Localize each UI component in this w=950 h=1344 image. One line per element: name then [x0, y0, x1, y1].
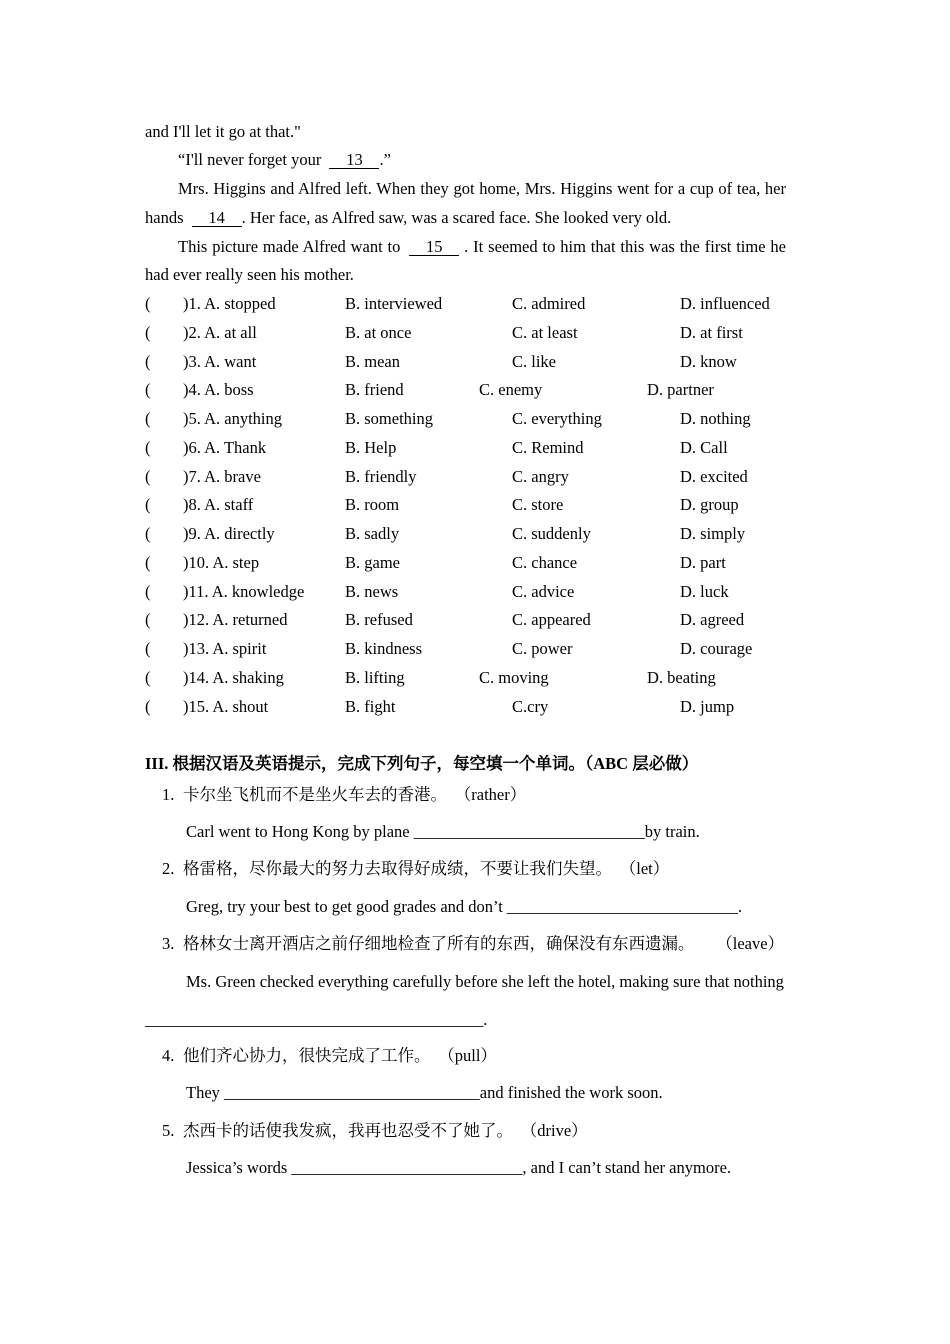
- passage-text: .”: [379, 150, 391, 170]
- passage-line: Mrs. Higgins and Alfred left. When they got home, Mrs. Higgins went for a cup of tea, her: [178, 179, 786, 199]
- question-number: 12.: [188, 610, 210, 630]
- answer-bracket-close: ): [183, 524, 189, 544]
- word-hint: （leave）: [724, 934, 785, 953]
- answer-bracket-close: ): [183, 495, 189, 515]
- option-b: B. lifting: [345, 667, 405, 687]
- section-heading: III. 根据汉语及英语提示，完成下列句子，每空填一个单词。（ABC 层必做）: [145, 754, 699, 773]
- option-a: A. returned: [212, 610, 288, 630]
- answer-bracket-open: (: [145, 495, 151, 515]
- option-d: D. group: [680, 495, 739, 515]
- item-prompt: [162, 855, 669, 883]
- item-prompt: [162, 1042, 497, 1070]
- choice-row: [145, 376, 786, 405]
- choice-row: [145, 520, 786, 549]
- option-c: C. store: [512, 495, 564, 515]
- answer-bracket-open: (: [145, 466, 151, 486]
- option-c: C. chance: [512, 552, 578, 572]
- option-d: D. agreed: [680, 610, 745, 630]
- answer-sentence: Carl went to Hong Kong by plane ____________________________by train.: [186, 822, 700, 841]
- option-b: B. kindness: [345, 639, 423, 659]
- answer-bracket-open: (: [145, 610, 151, 630]
- question-number: 6.: [188, 437, 201, 457]
- chinese-sentence: 格林女士离开酒店之前仔细地检查了所有的东西，确保没有东西遗漏。: [183, 934, 695, 953]
- option-b: B. something: [345, 409, 434, 429]
- option-c: C. power: [512, 639, 573, 659]
- answer-bracket-close: ): [183, 322, 189, 342]
- word-hint: （pull）: [446, 1046, 497, 1065]
- answer-bracket-close: ): [183, 581, 189, 601]
- option-c: C. everything: [512, 409, 602, 429]
- option-a: A. boss: [204, 380, 254, 400]
- option-c: C.cry: [512, 696, 549, 716]
- option-d: D. luck: [680, 581, 729, 601]
- question-number: 8.: [188, 495, 201, 515]
- answer-bracket-open: (: [145, 667, 151, 687]
- option-c: C. like: [512, 351, 556, 371]
- option-d: D. know: [680, 351, 737, 371]
- option-d: D. partner: [647, 380, 714, 400]
- item-prompt: [162, 930, 784, 958]
- answer-sentence: Greg, try your best to get good grades and don’t ____________________________.: [186, 897, 743, 916]
- option-d: D. beating: [647, 667, 716, 687]
- word-hint: （rather）: [463, 785, 527, 804]
- option-a: A. step: [212, 552, 260, 572]
- question-number: 15.: [188, 696, 210, 716]
- option-c: C. enemy: [479, 380, 543, 400]
- choice-row: [145, 635, 786, 664]
- option-c: C. advice: [512, 581, 575, 601]
- option-b: B. fight: [345, 696, 396, 716]
- answer-bracket-open: (: [145, 351, 151, 371]
- answer-sentence: Jessica’s words ____________________________, and I can’t stand her anymore.: [186, 1158, 732, 1177]
- question-number: 4.: [188, 380, 201, 400]
- option-a: A. shaking: [212, 667, 284, 687]
- chinese-sentence: 杰西卡的话使我发疯，我再也忍受不了她了。: [183, 1121, 513, 1140]
- item-number: 4.: [162, 1046, 175, 1065]
- passage-text: hands: [145, 207, 184, 227]
- option-c: C. admired: [512, 294, 586, 314]
- passage-text: . It seemed to him that this was the first time he: [459, 236, 786, 256]
- option-c: C. Remind: [512, 437, 584, 457]
- choice-row: [145, 405, 786, 434]
- question-number: 7.: [188, 466, 201, 486]
- option-a: A. stopped: [204, 294, 276, 314]
- answer-bracket-open: (: [145, 639, 151, 659]
- choice-row: [145, 434, 786, 463]
- option-d: D. simply: [680, 524, 746, 544]
- passage-text: “I'll never forget your: [178, 150, 322, 170]
- answer-bracket-open: (: [145, 294, 151, 314]
- answer-bracket-close: ): [183, 667, 189, 687]
- item-number: 1.: [162, 785, 175, 804]
- choice-row: [145, 348, 786, 377]
- passage-text: . Her face, as Alfred saw, was a scared face. She looked very old.: [241, 207, 672, 227]
- choice-row: [145, 664, 786, 693]
- answer-bracket-close: ): [183, 610, 189, 630]
- question-label: [183, 578, 304, 607]
- passage-and-choices: [145, 118, 786, 722]
- choice-row: [145, 693, 786, 722]
- answer-bracket-close: ): [183, 380, 189, 400]
- option-d: D. at first: [680, 322, 743, 342]
- item-prompt: [162, 1117, 588, 1145]
- option-a: A. directly: [204, 524, 275, 544]
- option-c: C. moving: [479, 667, 549, 687]
- option-b: B. Help: [345, 437, 397, 457]
- passage-line: [145, 233, 786, 262]
- option-b: B. room: [345, 495, 400, 515]
- option-d: D. excited: [680, 466, 748, 486]
- question-number: 13.: [188, 639, 210, 659]
- answer-bracket-open: (: [145, 552, 151, 572]
- question-label: [183, 664, 284, 693]
- chinese-sentence: 他们齐心协力，很快完成了工作。: [183, 1046, 431, 1065]
- option-b: B. news: [345, 581, 399, 601]
- question-label: [183, 319, 257, 348]
- option-a: A. knowledge: [211, 581, 305, 601]
- answer-bracket-open: (: [145, 409, 151, 429]
- passage-line: [145, 204, 786, 233]
- question-number: 3.: [188, 351, 201, 371]
- choice-row: [145, 463, 786, 492]
- item-prompt: [162, 781, 526, 809]
- question-label: [183, 290, 276, 319]
- answer-bracket-open: (: [145, 437, 151, 457]
- word-hint: （drive）: [529, 1121, 588, 1140]
- blank-15: 15: [409, 238, 459, 256]
- question-number: 1.: [188, 294, 201, 314]
- answer-bracket-close: ): [183, 437, 189, 457]
- option-a: A. want: [204, 351, 257, 371]
- answer-bracket-open: (: [145, 380, 151, 400]
- choice-row: [145, 549, 786, 578]
- answer-bracket-close: ): [183, 639, 189, 659]
- answer-bracket-open: (: [145, 696, 151, 716]
- option-c: C. angry: [512, 466, 569, 486]
- question-label: [183, 549, 259, 578]
- question-number: 5.: [188, 409, 201, 429]
- answer-bracket-close: ): [183, 552, 189, 572]
- question-label: [183, 606, 287, 635]
- option-c: C. suddenly: [512, 524, 591, 544]
- question-label: [183, 434, 266, 463]
- choice-row: [145, 319, 786, 348]
- blank-13: 13: [329, 151, 379, 169]
- question-number: 10.: [188, 552, 210, 572]
- answer-bracket-close: ): [183, 696, 189, 716]
- question-number: 9.: [188, 524, 201, 544]
- option-d: D. courage: [680, 639, 753, 659]
- passage-line: and I'll let it go at that.": [145, 121, 301, 141]
- item-number: 5.: [162, 1121, 175, 1140]
- option-c: C. appeared: [512, 610, 591, 630]
- question-label: [183, 635, 266, 664]
- answer-sentence-continuation: _________________________________________.: [145, 1010, 488, 1029]
- question-label: [183, 405, 282, 434]
- option-c: C. at least: [512, 322, 578, 342]
- chinese-sentence: 格雷格，尽你最大的努力去取得好成绩，不要让我们失望。: [183, 859, 612, 878]
- option-b: B. at once: [345, 322, 412, 342]
- option-d: D. nothing: [680, 409, 751, 429]
- choice-row: [145, 290, 786, 319]
- option-a: A. staff: [204, 495, 254, 515]
- option-b: B. game: [345, 552, 400, 572]
- answer-bracket-close: ): [183, 294, 189, 314]
- choice-row: [145, 606, 786, 635]
- option-a: A. at all: [204, 322, 257, 342]
- question-label: [183, 491, 253, 520]
- option-b: B. refused: [345, 610, 413, 630]
- answer-bracket-open: (: [145, 581, 151, 601]
- option-a: A. anything: [204, 409, 283, 429]
- question-number: 14.: [188, 667, 210, 687]
- item-number: 2.: [162, 859, 175, 878]
- option-d: D. Call: [680, 437, 728, 457]
- answer-sentence: Ms. Green checked everything carefully before she left the hotel, making sure that nothing: [186, 972, 784, 991]
- answer-bracket-close: ): [183, 409, 189, 429]
- choice-row: [145, 578, 786, 607]
- option-b: B. sadly: [345, 524, 400, 544]
- chinese-sentence: 卡尔坐飞机而不是坐火车去的香港。: [183, 785, 447, 804]
- question-label: [183, 520, 275, 549]
- question-number: 11.: [188, 581, 209, 601]
- answer-bracket-close: ): [183, 351, 189, 371]
- choice-row: [145, 491, 786, 520]
- passage-line: had ever really seen his mother.: [145, 265, 354, 285]
- option-a: A. shout: [212, 696, 269, 716]
- passage-text: This picture made Alfred want to: [178, 236, 401, 256]
- option-b: B. interviewed: [345, 294, 443, 314]
- answer-bracket-open: (: [145, 322, 151, 342]
- question-label: [183, 348, 256, 377]
- answer-bracket-open: (: [145, 524, 151, 544]
- option-d: D. influenced: [680, 294, 770, 314]
- option-b: B. friend: [345, 380, 404, 400]
- item-number: 3.: [162, 934, 175, 953]
- option-a: A. brave: [204, 466, 261, 486]
- blank-14: 14: [192, 209, 242, 227]
- question-label: [183, 693, 268, 722]
- question-label: [183, 463, 261, 492]
- answer-sentence: They _______________________________and finished the work soon.: [186, 1083, 663, 1102]
- option-a: A. Thank: [204, 437, 267, 457]
- question-number: 2.: [188, 322, 201, 342]
- option-d: D. jump: [680, 696, 735, 716]
- word-hint: （let）: [628, 859, 670, 878]
- question-label: [183, 376, 254, 405]
- answer-bracket-close: ): [183, 466, 189, 486]
- option-b: B. mean: [345, 351, 400, 371]
- option-a: A. spirit: [212, 639, 267, 659]
- option-b: B. friendly: [345, 466, 417, 486]
- passage-line: [145, 146, 786, 175]
- option-d: D. part: [680, 552, 726, 572]
